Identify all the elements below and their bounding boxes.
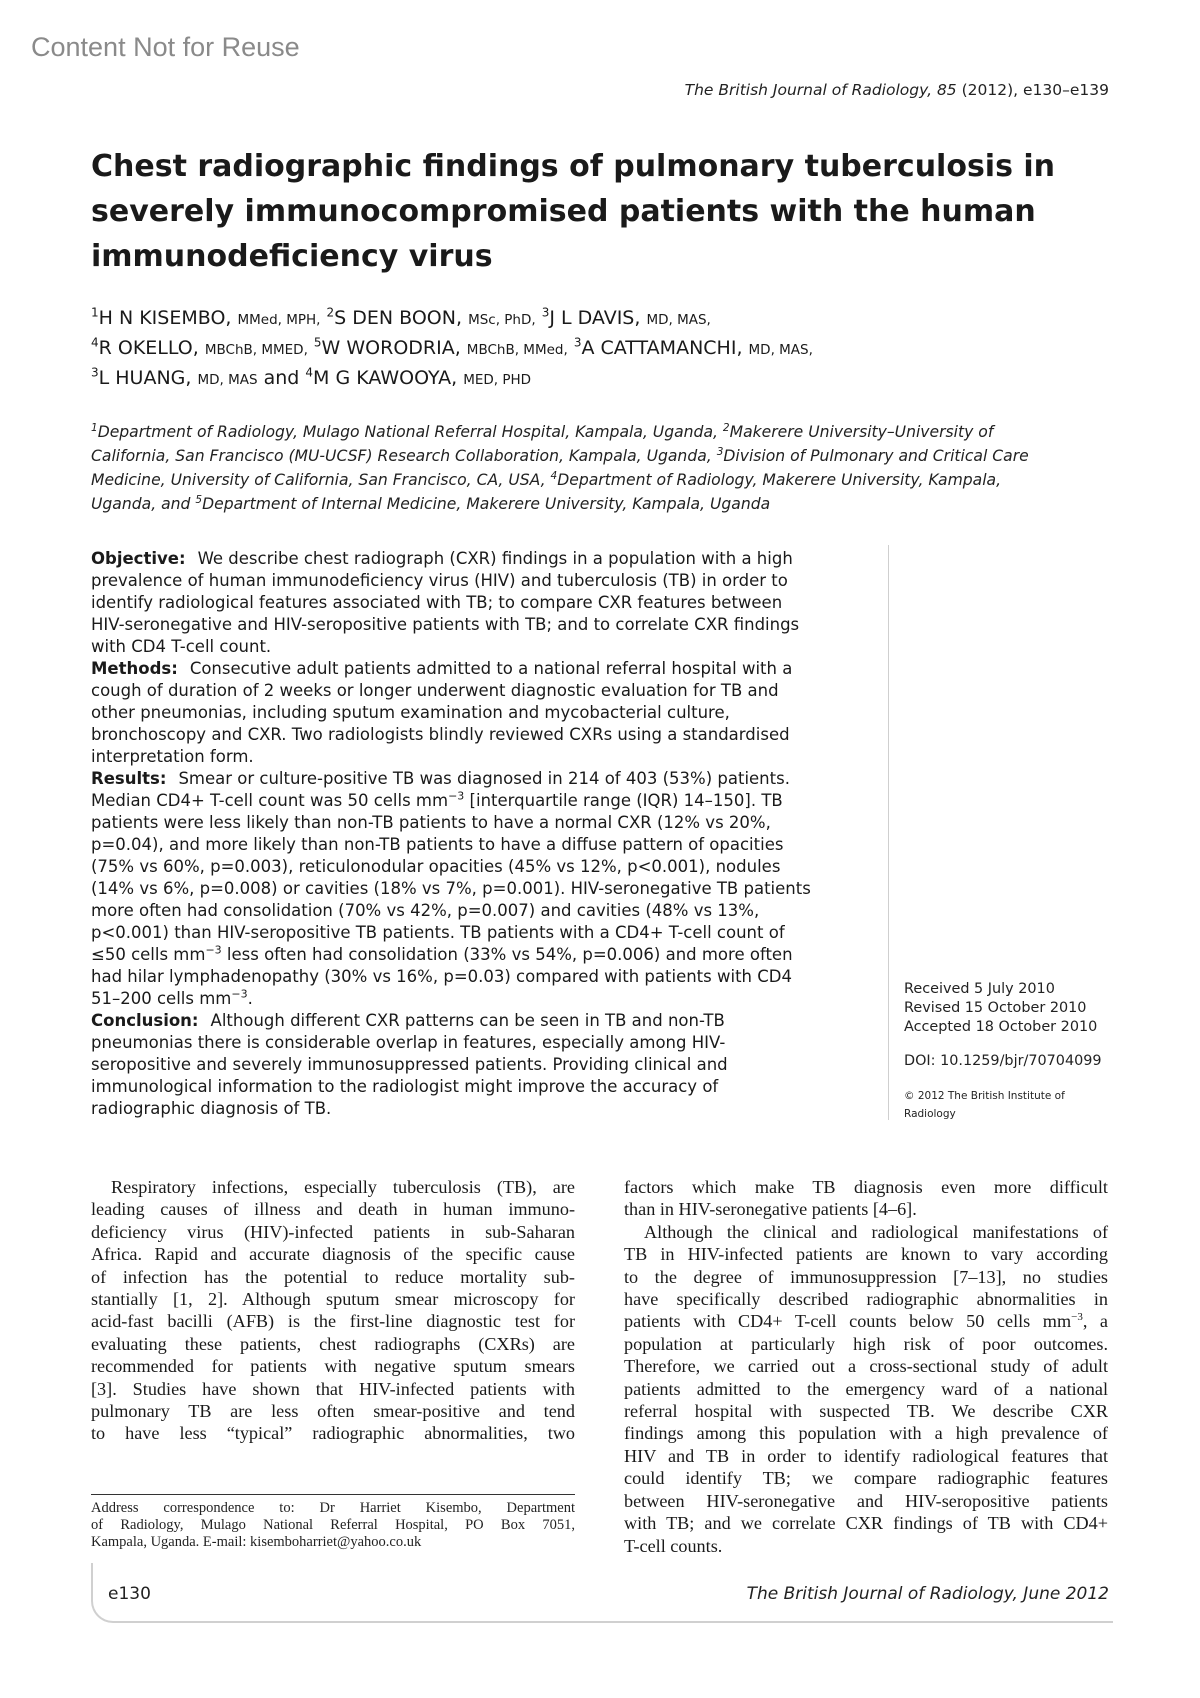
author-degree: MD, MAS, <box>646 312 711 328</box>
body-line: could identify TB; we compare radiographic features <box>624 1468 1108 1489</box>
body-line: to the degree of immunosuppression [7–13], no studies <box>624 1266 1108 1287</box>
accepted-date: Accepted 18 October 2010 <box>904 1019 1098 1035</box>
unit-exponent: −3 <box>205 943 222 957</box>
abstract-line: cough of duration of 2 weeks or longer underwent diagnostic evaluation for TB and <box>91 681 779 700</box>
affiliation-line <box>91 420 1111 444</box>
body-line: acid-fast bacilli (AFB) is the first-line diagnostic test for <box>91 1311 575 1332</box>
author-sup: 3 <box>541 305 550 320</box>
author-sup: 1 <box>91 305 99 320</box>
copyright: © 2012 The British Institute of Radiology <box>904 1090 1065 1120</box>
body-line <box>624 1310 1108 1332</box>
abstract-line <box>91 944 891 966</box>
footnote-line: Kampala, Uganda. E-mail: kisemboharriet@yahoo.co.uk <box>91 1534 422 1550</box>
title-line: Chest radiographic findings of pulmonary tuberculosis in <box>91 149 1056 184</box>
body-text: , a <box>1082 1311 1108 1332</box>
body-line: [3]. Studies have shown that HIV-infected patients with <box>91 1378 575 1399</box>
abstract-line: radiographic diagnosis of TB. <box>91 1099 332 1118</box>
abstract-line <box>91 1010 891 1032</box>
body-line: deficiency virus (HIV)-infected patients in sub-Saharan <box>91 1221 575 1242</box>
affiliation-line <box>91 468 1111 492</box>
revised-date: Revised 15 October 2010 <box>904 1000 1087 1016</box>
footnote-divider <box>91 1494 575 1495</box>
body-line: referral hospital with suspected TB. We describe CXR <box>624 1401 1108 1422</box>
body-line: population at particularly high risk of poor outcomes. <box>624 1333 1108 1354</box>
abstract-line: interpretation form. <box>91 747 254 766</box>
abstract-line: (75% vs 60%, p=0.003), reticulonodular opacities (45% vs 12%, p<0.001), nodules <box>91 857 781 876</box>
abstract-line <box>91 548 891 570</box>
body-line: Respiratory infections, especially tuberculosis (TB), are <box>111 1177 575 1197</box>
doi: DOI: 10.1259/bjr/70704099 <box>904 1053 1102 1069</box>
author-degree: MBChB, MMED, <box>204 342 308 358</box>
abstract-line: with CD4 T-cell count. <box>91 637 272 656</box>
affiliation-text: Department of Radiology, Mulago National Referral Hospital, Kampala, Uganda, <box>97 423 723 441</box>
abstract-line <box>91 658 891 680</box>
body-line: to have less “typical” radiographic abnormalities, two <box>91 1423 575 1444</box>
author-line <box>91 334 1101 364</box>
body-line: patients admitted to the emergency ward of a national <box>624 1378 1108 1399</box>
body-line: evaluating these patients, chest radiographs (CXRs) are <box>91 1333 575 1354</box>
abstract-text: less often had consolidation (33% vs 54%, p=0.006) and more often <box>221 945 793 964</box>
author-sup: 2 <box>326 305 335 320</box>
author-sup: 4 <box>91 335 99 350</box>
unit-exponent: −3 <box>448 789 465 803</box>
author-degree: MED, PHD <box>463 372 532 388</box>
affiliation-text: Department of Radiology, Makerere University, Kampala, <box>557 471 1002 489</box>
author-name: L HUANG, <box>98 367 192 389</box>
author-name: J L DAVIS, <box>549 307 641 329</box>
body-line: with TB; and we correlate CXR findings of TB with CD4+ <box>624 1513 1108 1534</box>
abstract-line: identify radiological features associated with TB; to compare CXR features between <box>91 593 783 612</box>
title-line: immunodeficiency virus <box>91 239 493 274</box>
footer-journal: The British Journal of Radiology, June 2012 <box>746 1584 1109 1604</box>
citation-journal: The British Journal of Radiology, <box>684 81 932 99</box>
body-column-right <box>624 1176 1108 1557</box>
body-line: factors which make TB diagnosis even more difficult <box>624 1177 1108 1197</box>
conclusion-heading: Conclusion: <box>91 1011 199 1030</box>
abstract-text: Although different CXR patterns can be seen in TB and non-TB <box>210 1011 725 1030</box>
abstract-line: seropositive and severely immunosuppressed patients. Providing clinical and <box>91 1055 728 1074</box>
affiliation-text: Uganda, and <box>91 495 196 513</box>
unit-exponent: −3 <box>231 987 248 1001</box>
author-sup: 5 <box>313 335 322 350</box>
abstract-line <box>91 790 891 812</box>
abstract-line: (14% vs 6%, p=0.008) or cavities (18% vs 7%, p=0.001). HIV-seronegative TB patients <box>91 879 811 898</box>
author-line <box>91 304 1101 334</box>
abstract <box>91 548 891 1120</box>
body-line: leading causes of illness and death in human immuno- <box>91 1199 575 1220</box>
page-number: e130 <box>108 1584 151 1604</box>
abstract-divider <box>888 545 889 1120</box>
body-line: pulmonary TB are less often smear-positive and tend <box>91 1401 575 1422</box>
author-name: W WORODRIA, <box>321 337 461 359</box>
abstract-text: Median CD4+ T-cell count was 50 cells mm <box>91 791 449 810</box>
author-degree: MD, MAS, <box>748 342 813 358</box>
watermark: Content Not for Reuse <box>31 32 300 62</box>
body-line: findings among this population with a high prevalence of <box>624 1423 1108 1444</box>
body-line: of infection has the potential to reduce mortality sub- <box>91 1266 575 1287</box>
abstract-text: Smear or culture-positive TB was diagnosed in 214 of 403 (53%) patients. <box>178 769 790 788</box>
unit-exponent: −3 <box>1071 1311 1083 1324</box>
affiliation-sup: 5 <box>195 493 203 506</box>
abstract-text: Consecutive adult patients admitted to a national referral hospital with a <box>189 659 793 678</box>
abstract-text: . <box>247 989 253 1008</box>
affiliation-text: California, San Francisco (MU-UCSF) Research Collaboration, Kampala, Uganda, <box>91 447 717 465</box>
affiliation-sup: 1 <box>91 421 98 434</box>
abstract-line: patients were less likely than non-TB patients to have a normal CXR (12% vs 20%, <box>91 813 771 832</box>
abstract-line: HIV-seronegative and HIV-seropositive patients with TB; and to correlate CXR findings <box>91 615 800 634</box>
abstract-line: bronchoscopy and CXR. Two radiologists blindly reviewed CXRs using a standardised <box>91 725 790 744</box>
affiliation-text: Department of Internal Medicine, Makerere University, Kampala, Uganda <box>202 495 771 513</box>
body-line: have specifically described radiographic abnormalities in <box>624 1289 1108 1310</box>
affiliations <box>91 420 1111 516</box>
body-line: than in HIV-seronegative patients [4–6]. <box>624 1199 917 1220</box>
author-list <box>91 304 1101 394</box>
affiliation-text: Medicine, University of California, San Francisco, CA, USA, <box>91 471 551 489</box>
body-line: recommended for patients with negative sputum smears <box>91 1356 575 1377</box>
methods-heading: Methods: <box>91 659 178 678</box>
abstract-line: prevalence of human immunodeficiency virus (HIV) and tuberculosis (TB) in order to <box>91 571 788 590</box>
abstract-line: immunological information to the radiologist might improve the accuracy of <box>91 1077 719 1096</box>
abstract-line <box>91 768 891 790</box>
received-date: Received 5 July 2010 <box>904 981 1055 997</box>
body-line: TB in HIV-infected patients are known to vary according <box>624 1244 1108 1265</box>
body-line: Africa. Rapid and accurate diagnosis of the specific cause <box>91 1244 575 1265</box>
footnote-line: Address correspondence to: Dr Harriet Kisembo, Department <box>91 1500 575 1516</box>
abstract-text: We describe chest radiograph (CXR) findings in a population with a high <box>197 549 793 568</box>
author-name: M G KAWOOYA, <box>313 367 458 389</box>
author-name: H N KISEMBO, <box>98 307 232 329</box>
author-degree: MSc, PhD, <box>468 312 536 328</box>
article-history <box>904 980 1104 1123</box>
abstract-line: pneumonias there is considerable overlap in features, especially among HIV- <box>91 1033 726 1052</box>
affiliation-line <box>91 492 1111 516</box>
author-sup: 3 <box>91 365 99 380</box>
author-sup: 3 <box>573 335 582 350</box>
abstract-text: 51–200 cells mm <box>91 989 232 1008</box>
title-line: severely immunocompromised patients with the human <box>91 194 1036 229</box>
author-degree: MMed, MPH, <box>237 312 321 328</box>
journal-citation <box>685 81 1109 99</box>
affiliation-line <box>91 444 1111 468</box>
body-column-left <box>91 1176 575 1445</box>
abstract-line: had hilar lymphadenopathy (30% vs 16%, p=0.03) compared with patients with CD4 <box>91 967 792 986</box>
abstract-line <box>91 988 891 1010</box>
abstract-text: ≤50 cells mm <box>91 945 206 964</box>
abstract-line: other pneumonias, including sputum examination and mycobacterial culture, <box>91 703 730 722</box>
abstract-line: p=0.04), and more likely than non-TB patients to have a diffuse pattern of opacities <box>91 835 784 854</box>
history-dates <box>904 980 1104 1037</box>
abstract-line: more often had consolidation (70% vs 42%, p=0.007) and cavities (48% vs 13%, <box>91 901 760 920</box>
article-title <box>91 144 1101 279</box>
author-degree: MD, MAS <box>197 372 258 388</box>
author-name: A CATTAMANCHI, <box>581 337 743 359</box>
affiliation-sup: 2 <box>722 421 730 434</box>
body-line: stantially [1, 2]. Although sputum smear microscopy for <box>91 1289 575 1310</box>
author-conjunction: and <box>263 367 300 389</box>
citation-year-pages: (2012), e130–e139 <box>961 81 1109 99</box>
body-line: Although the clinical and radiological manifestations of <box>644 1221 1108 1242</box>
affiliation-text: Division of Pulmonary and Critical Care <box>723 447 1029 465</box>
author-sup: 4 <box>305 365 314 380</box>
citation-volume: 85 <box>936 81 957 99</box>
abstract-line: p<0.001) than HIV-seropositive TB patients. TB patients with a CD4+ T-cell count of <box>91 923 785 942</box>
correspondence-footnote <box>91 1500 575 1551</box>
author-name: S DEN BOON, <box>334 307 463 329</box>
author-name: R OKELLO, <box>98 337 199 359</box>
body-line: T-cell counts. <box>624 1535 723 1556</box>
body-text: patients with CD4+ T-cell counts below 50 cells mm <box>624 1311 1072 1332</box>
author-line <box>91 364 1101 394</box>
results-heading: Results: <box>91 769 167 788</box>
body-line: Therefore, we carried out a cross-sectional study of adult <box>624 1356 1108 1377</box>
body-line: HIV and TB in order to identify radiological features that <box>624 1445 1108 1466</box>
footnote-line: of Radiology, Mulago National Referral Hospital, PO Box 7051, <box>91 1517 575 1533</box>
author-degree: MBChB, MMed, <box>466 342 568 358</box>
objective-heading: Objective: <box>91 549 186 568</box>
abstract-text: [interquartile range (IQR) 14–150]. TB <box>464 791 783 810</box>
affiliation-sup: 3 <box>716 445 724 458</box>
affiliation-sup: 4 <box>550 469 558 482</box>
body-line: between HIV-seronegative and HIV-seropositive patients <box>624 1490 1108 1511</box>
affiliation-text: Makerere University–University of <box>729 423 994 441</box>
